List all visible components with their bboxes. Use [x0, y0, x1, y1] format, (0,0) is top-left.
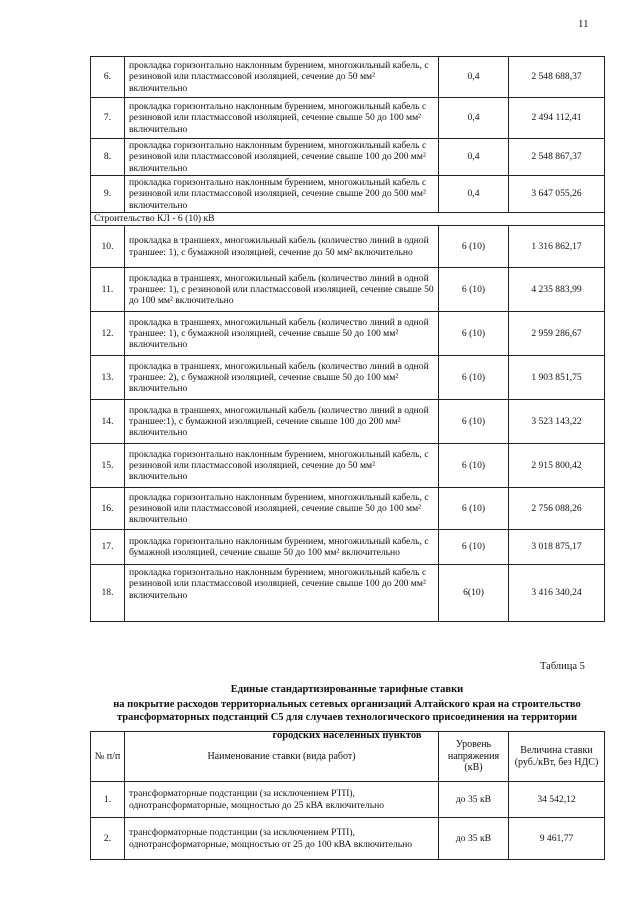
row-number: 6.	[91, 57, 125, 98]
row-voltage: до 35 кВ	[439, 782, 509, 818]
row-description: прокладка горизонтально наклонным бурением, многожильный кабель с резиновой или пластмассовой изоляцией, сечение свыше 100 до 200 мм² включительно	[125, 139, 439, 176]
row-voltage: 0,4	[439, 139, 509, 176]
row-number: 7.	[91, 98, 125, 139]
row-voltage: 0,4	[439, 57, 509, 98]
row-description: прокладка горизонтально наклонным бурением, многожильный кабель, с резиновой или пластмассовой изоляцией, сечение свыше 50 до 100 мм² включительно	[125, 488, 439, 530]
table-row	[91, 57, 605, 98]
table-row	[91, 488, 605, 530]
row-price: 2 959 286,67	[509, 312, 605, 356]
row-price: 1 903 851,75	[509, 356, 605, 400]
section-label: Строительство КЛ - 6 (10) кВ	[91, 213, 605, 226]
table-row	[91, 818, 605, 860]
row-description: прокладка в траншеях, многожильный кабель (количество линий в одной траншее: 1), с резиновой или пластмассовой изоляцией, сечение свыше 50 до 100 мм² включительно	[125, 268, 439, 312]
row-description: прокладка в траншеях, многожильный кабель (количество линий в одной траншее: 2), с бумажной изоляцией, сечение свыше 50 до 100 мм² включительно	[125, 356, 439, 400]
row-price: 2 494 112,41	[509, 98, 605, 139]
header-number: № п/п	[91, 732, 125, 782]
heading-title: Единые стандартизированные тарифные ставки	[230, 684, 464, 695]
row-price: 34 542,12	[509, 782, 605, 818]
row-voltage: 6 (10)	[439, 530, 509, 565]
row-number: 2.	[91, 818, 125, 860]
row-price: 9 461,77	[509, 818, 605, 860]
row-description: прокладка горизонтально наклонным бурением, многожильный кабель с резиновой или пластмассовой изоляцией, сечение свыше 100 до 200 мм² включительно	[125, 565, 439, 622]
row-number: 18.	[91, 565, 125, 622]
row-description: прокладка горизонтально наклонным бурением, многожильный кабель, с резиновой или пластмассовой изоляцией, сечение до 50 мм² включительно	[125, 444, 439, 488]
table-header-row	[91, 732, 605, 782]
row-price: 3 647 055,26	[509, 176, 605, 213]
row-number: 9.	[91, 176, 125, 213]
row-description: прокладка в траншеях, многожильный кабель (количество линий в одной траншее: 1), с бумажной изоляцией, сечение свыше 50 до 100 мм² включительно	[125, 312, 439, 356]
table-row	[91, 139, 605, 176]
row-number: 17.	[91, 530, 125, 565]
table-row	[91, 565, 605, 622]
row-price: 2 756 088,26	[509, 488, 605, 530]
row-voltage: 0,4	[439, 98, 509, 139]
table-label: Таблица 5	[540, 661, 585, 672]
row-voltage: 6 (10)	[439, 226, 509, 268]
heading-subtitle-line: на покрытие расходов территориальных сетевых организаций Алтайского края на строительство трансформаторных подстанций С5 для случаев технологического присоединения на территории	[113, 699, 581, 723]
row-price: 3 018 875,17	[509, 530, 605, 565]
table-row	[91, 400, 605, 444]
row-price: 2 548 867,37	[509, 139, 605, 176]
header-name: Наименование ставки (вида работ)	[125, 732, 439, 782]
row-number: 15.	[91, 444, 125, 488]
row-description: прокладка в траншеях, многожильный кабель (количество линий в одной траншее:1), с бумажной изоляцией, сечение свыше 100 до 200 мм² включительно	[125, 400, 439, 444]
row-description: трансформаторные подстанции (за исключением РТП), однотрансформаторные, мощностью до 25 кВА включительно	[125, 782, 439, 818]
table-row	[91, 356, 605, 400]
row-price: 2 548 688,37	[509, 57, 605, 98]
table-row	[91, 782, 605, 818]
row-voltage: 6 (10)	[439, 400, 509, 444]
row-description: прокладка в траншеях, многожильный кабель (количество линий в одной траншее: 1), с бумажной изоляцией, сечение до 50 мм² включительно	[125, 226, 439, 268]
row-description: прокладка горизонтально наклонным бурением, многожильный кабель, с резиновой или пластмассовой изоляцией, сечение до 50 мм² включительно	[125, 57, 439, 98]
table-row	[91, 98, 605, 139]
row-price: 3 416 340,24	[509, 565, 605, 622]
row-description: трансформаторные подстанции (за исключением РТП), однотрансформаторные, мощностью от 25 до 100 кВА включительно	[125, 818, 439, 860]
row-voltage: 6 (10)	[439, 356, 509, 400]
table-row	[91, 312, 605, 356]
row-price: 1 316 862,17	[509, 226, 605, 268]
row-price: 2 915 800,42	[509, 444, 605, 488]
table-row	[91, 176, 605, 213]
section-row	[91, 213, 605, 226]
row-number: 10.	[91, 226, 125, 268]
tariff-table-top	[90, 56, 605, 622]
row-voltage: 6 (10)	[439, 444, 509, 488]
row-number: 8.	[91, 139, 125, 176]
table-row	[91, 530, 605, 565]
row-voltage: 0,4	[439, 176, 509, 213]
row-number: 12.	[91, 312, 125, 356]
row-description: прокладка горизонтально наклонным бурением, многожильный кабель, с бумажной изоляцией, сечение свыше 50 до 100 мм² включительно	[125, 530, 439, 565]
tariff-table-bottom	[90, 731, 605, 860]
row-voltage: 6 (10)	[439, 488, 509, 530]
header-value: Величина ставки (руб./кВт, без НДС)	[509, 732, 605, 782]
row-number: 14.	[91, 400, 125, 444]
row-price: 4 235 883,99	[509, 268, 605, 312]
row-price: 3 523 143,22	[509, 400, 605, 444]
header-voltage: Уровень напряжения (кВ)	[439, 732, 509, 782]
row-description: прокладка горизонтально наклонным бурением, многожильный кабель с резиновой или пластмассовой изоляцией, сечение свыше 200 до 500 мм² включительно	[125, 176, 439, 213]
row-voltage: 6 (10)	[439, 268, 509, 312]
row-description: прокладка горизонтально наклонным бурением, многожильный кабель с резиновой или пластмассовой изоляцией, сечение свыше 50 до 100 мм² включительно	[125, 98, 439, 139]
heading-subtitle-line: городских населенных пунктов	[272, 730, 422, 741]
table-row	[91, 444, 605, 488]
row-voltage: до 35 кВ	[439, 818, 509, 860]
table-row	[91, 268, 605, 312]
row-number: 16.	[91, 488, 125, 530]
page-number: 11	[578, 18, 589, 30]
row-number: 11.	[91, 268, 125, 312]
row-voltage: 6(10)	[439, 565, 509, 622]
row-voltage: 6 (10)	[439, 312, 509, 356]
row-number: 1.	[91, 782, 125, 818]
row-number: 13.	[91, 356, 125, 400]
table-row	[91, 226, 605, 268]
